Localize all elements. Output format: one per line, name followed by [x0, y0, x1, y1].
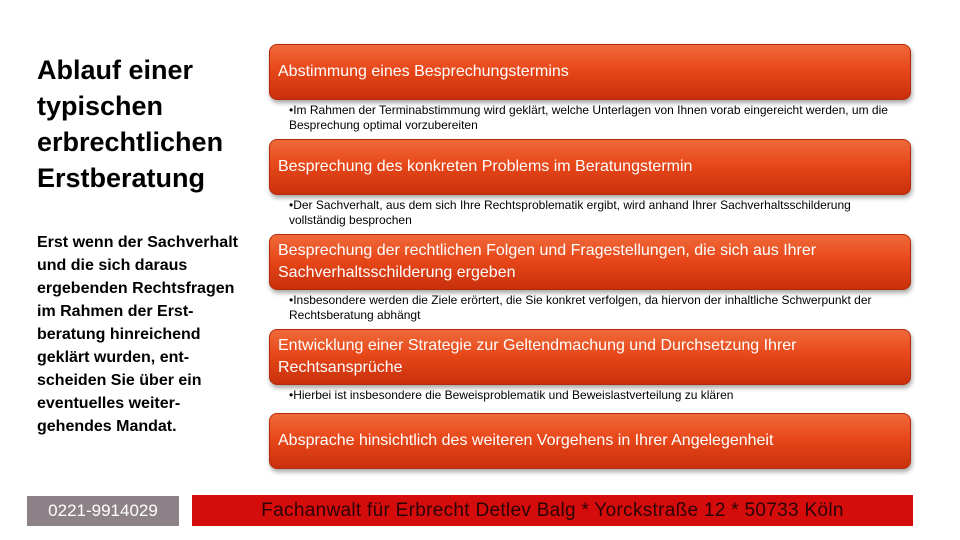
- step-box-3: Besprechung der rechtlichen Folgen und Fragestellungen, die sich aus Ihrer Sachverhaltsschilderung ergeben: [269, 234, 911, 290]
- step-note-4: •Hierbei ist insbesondere die Beweisproblematik und Beweislastverteilung zu klären: [289, 388, 734, 402]
- footer-address: Fachanwalt für Erbrecht Detlev Balg * Yorckstraße 12 * 50733 Köln: [192, 495, 913, 526]
- step-box-5: Absprache hinsichtlich des weiteren Vorgehens in Ihrer Angelegenheit: [269, 413, 911, 469]
- step-box-1: Abstimmung eines Besprechungstermins: [269, 44, 911, 100]
- process-steps: [269, 44, 911, 469]
- page-title: Ablauf einer typischen erbrechtlichen Erstberatung: [37, 55, 224, 193]
- step-box-4: Entwicklung einer Strategie zur Geltendmachung und Durchsetzung Ihrer Rechtsansprüche: [269, 329, 911, 385]
- step-note-1: •Im Rahmen der Terminabstimmung wird geklärt, welche Unterlagen von Ihnen vorab eingereicht werden, um die Besprechung optimal vorzubereiten: [289, 103, 888, 132]
- step-note-3: •Insbesondere werden die Ziele erörtert, die Sie konkret verfolgen, da hiervon der inhaltliche Schwerpunkt der Rechtsberatung abhängt: [289, 293, 872, 322]
- step-note-2: •Der Sachverhalt, aus dem sich Ihre Rechtsproblematik ergibt, wird anhand Ihrer Sachverhaltsschilderung vollständig besprochen: [289, 198, 851, 227]
- step-box-2: Besprechung des konkreten Problems im Beratungstermin: [269, 139, 911, 195]
- footer-phone: 0221-9914029: [27, 496, 179, 526]
- intro-text: Erst wenn der Sachverhalt und die sich daraus ergebenden Rechtsfragen im Rahmen der Erst-beratung hinreichend geklärt wurden, ent-scheiden Sie über ein eventuelles weiter-gehendes Mandat.: [37, 234, 238, 435]
